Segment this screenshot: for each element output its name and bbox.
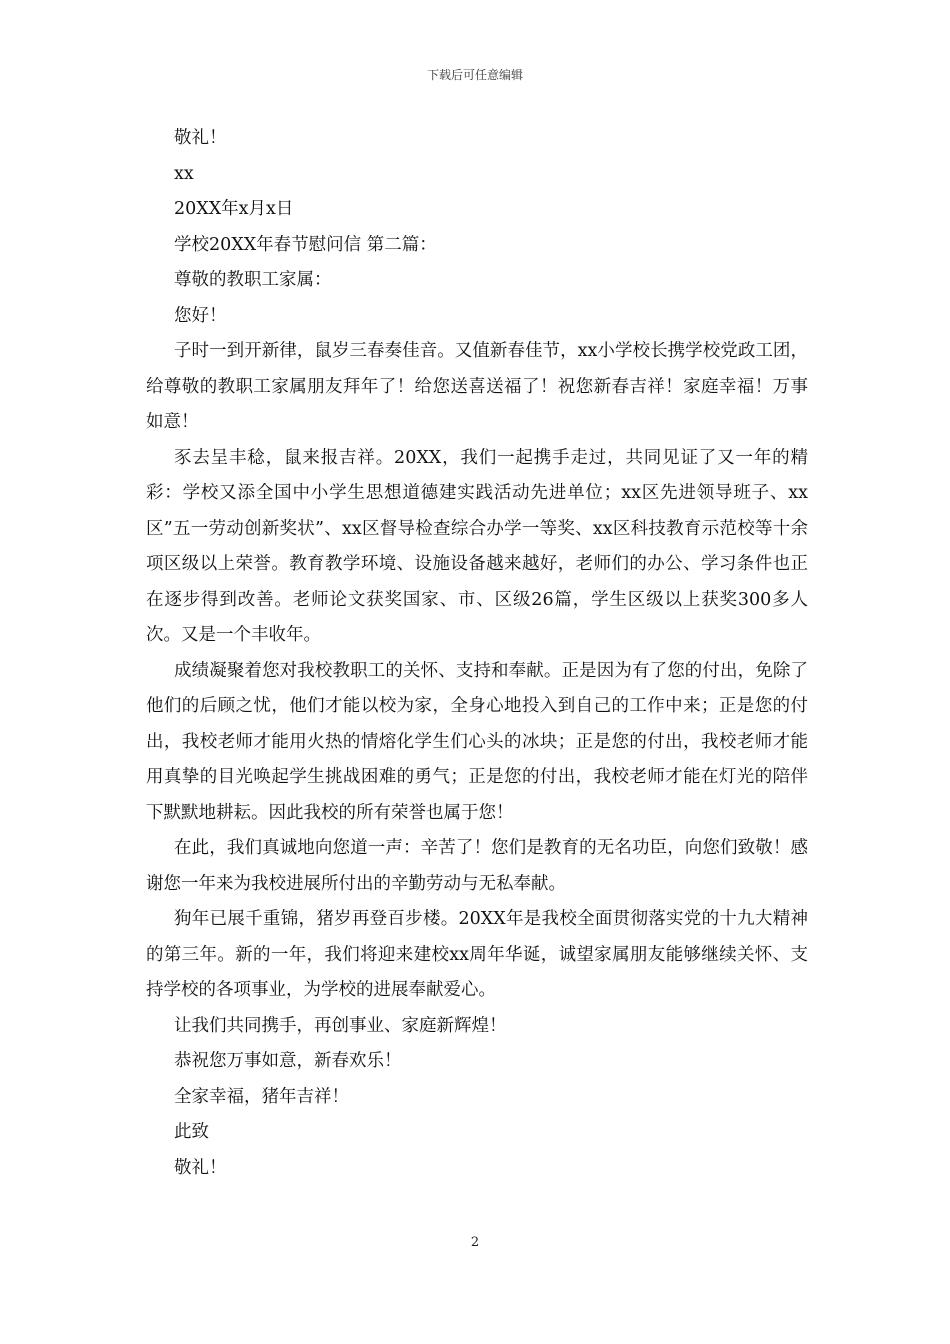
paragraph-new-year-wishes: 子时一到开新律，鼠岁三春奏佳音。又值新春佳节，xx小学校长携学校党政工团，给尊敬的教职工家属朋友拜年了！给您送喜送福了！祝您新春吉祥！家庭幸福！万事如意！ bbox=[146, 341, 808, 432]
letter-body bbox=[146, 121, 808, 1186]
paragraph-thanks: 在此，我们真诚地向您道一声：辛苦了！您们是教育的无名功臣，向您们致敬！感谢您一年来为我校进展所付出的辛勤劳动与无私奉献。 bbox=[146, 838, 808, 894]
wish-line-3: 全家幸福，猪年吉祥！ bbox=[174, 1086, 349, 1107]
letter-date: 20XX年x月x日 bbox=[174, 199, 294, 219]
signature: xx bbox=[174, 163, 194, 184]
paragraph-family-support: 成绩凝聚着您对我校教职工的关怀、支持和奉献。正是因为有了您的付出，免除了他们的后顾之忧，他们才能以校为家，全身心地投入到自己的工作中来；正是您的付出，我校老师才能用火热的情熔化学生们心头的冰块；正是您的付出，我校老师才能用真挚的目光唤起学生挑战困难的勇气；正是您的付出，我校老师才能在灯光的陪伴下默默地耕耘。因此我校的所有荣誉也属于您！ bbox=[146, 660, 808, 823]
wish-line-2: 恭祝您万事如意，新春欢乐！ bbox=[174, 1051, 402, 1071]
closing-salute-second: 敬礼！ bbox=[174, 1157, 227, 1178]
salutation: 尊敬的教职工家属： bbox=[174, 270, 332, 290]
wish-line-1: 让我们共同携手，再创事业、家庭新辉煌！ bbox=[174, 1015, 507, 1036]
paragraph-future: 狗年已展千重锦，猪岁再登百步楼。20XX年是我校全面贯彻落实党的十九大精神的第三年。新的一年，我们将迎来建校xx周年华诞，诚望家属朋友能够继续关怀、支持学校的各项事业，为学校的进展奉献爱心。 bbox=[146, 909, 808, 1000]
closing-salute-first: 敬礼！ bbox=[174, 128, 227, 148]
download-note: 下载后可任意编辑 bbox=[426, 68, 523, 82]
second-letter-title: 学校20XX年春节慰问信 第二篇： bbox=[174, 234, 437, 255]
paragraph-achievements: 豕去呈丰稔，鼠来报吉祥。20XX，我们一起携手走过，共同见证了又一年的精彩：学校又添全国中小学生思想道德建实践活动先进单位；xx区先进领导班子、xx区”五一劳动创新奖状”、xx区督导检查综合办学一等奖、xx区科技教育示范校等十余项区级以上荣誉。教育教学环境、设施设备越来越好，老师们的办公、学习条件也正在逐步得到改善。老师论文获奖国家、市、区级26篇，学生区级以上获奖300多人次。又是一个丰收年。 bbox=[146, 447, 808, 645]
greeting: 您好！ bbox=[174, 305, 227, 326]
closing-line: 此致 bbox=[174, 1122, 209, 1142]
page-number: 2 bbox=[470, 1235, 480, 1250]
